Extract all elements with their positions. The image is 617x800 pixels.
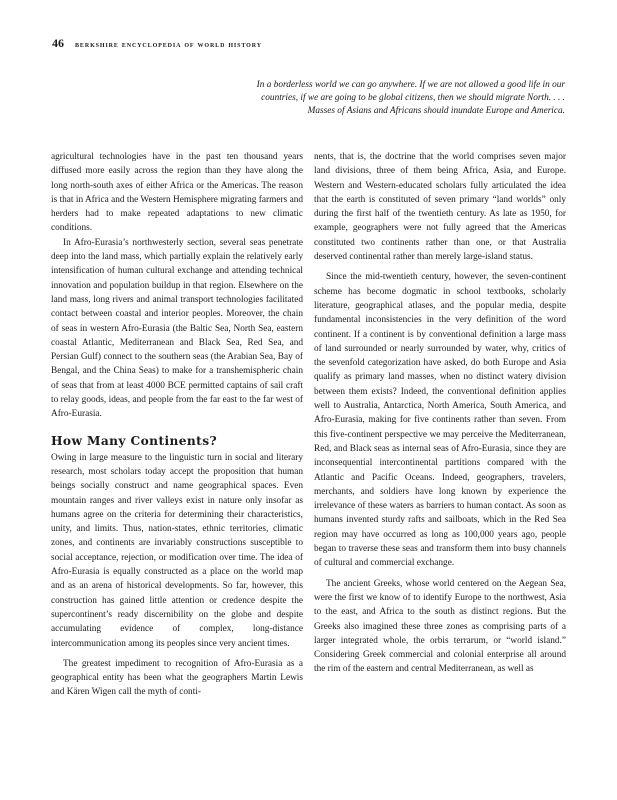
epigraph-line: countries, if we are going to be global citizens, then we should migrate North. . . .	[261, 93, 565, 104]
body-paragraph: nents, that is, the doctrine that the world comprises seven major land divisions, three of them being Africa, Asia, and Europe. Western and Western-educated scholars fully articulated the idea that the earth is constituted of seven primary “land worlds” only during the first half of the twentieth century. As late as 1950, for example, geographers were not fully agreed that the Americas constituted two continents rather than one, or that Australia deserved continental rather than merely large-island status.	[314, 152, 566, 263]
section-heading: How Many Continents?	[51, 433, 218, 448]
body-paragraph: Since the mid-twentieth century, however, the seven-continent scheme has become dogmatic in school textbooks, scholarly literature, geographical atlases, and the popular media, despite fundamental inconsistencies in the very definition of the word continent. If a continent is by conventional definition a large mass of land surrounded or nearly surrounded by water, why, critics of the sevenfold categorization have asked, do both Europe and Asia qualify as primary land masses, when no distinct watery division between them exists? Indeed, the conventional definition applies well to Australia, Antarctica, North America, South America, and Afro-Eurasia, making for five continents rather than seven. From this five-continent perspective we may perceive the Mediterranean, Red, and Black seas as internal seas of Afro-Eurasia, since they are inconsequential intercontinental partitions compared with the Atlantic and Pacific Oceans. Indeed, geographers, travelers, merchants, and soldiers have long known by experience the irrelevance of these waters as barriers to human contact. As soon as humans invented sturdy rafts and sailboats, which in the Red Sea region may have occurred as long as 100,000 years ago, people began to traverse these seas and transform them into busy channels of cultural and commercial exchange.	[314, 272, 566, 569]
epigraph-line: Masses of Asians and Africans should inundate Europe and America.	[307, 106, 565, 117]
publication-title: berkshire encyclopedia of world history	[75, 39, 263, 49]
right-text-column	[314, 150, 566, 677]
epigraph-quote	[195, 79, 565, 119]
epigraph-line: In a borderless world we can go anywhere. If we are not allowed a good life in our	[256, 80, 565, 90]
body-paragraph: The ancient Greeks, whose world centered on the Aegean Sea, were the first we know of to identify Europe to the northwest, Asia to the east, and Africa to the south as distinct regions. But the Greeks also imagined these three zones as comprising parts of a larger integrated whole, the orbis terrarum, or “world island.” Considering Greek commercial and colonial enterprise all around the rim of the eastern and central Mediterranean, as well as	[314, 578, 566, 675]
running-header	[52, 36, 262, 51]
page-number: 46	[52, 36, 64, 50]
body-paragraph: In Afro-Eurasia’s northwesterly section, several seas penetrate deep into the land mass, which partially explain the relatively early intensification of human cultural exchange and attending technical innovation and population buildup in that region. Elsewhere on the land mass, long rivers and animal transport technologies facilitated contact between coastal and interior peoples. Moreover, the chain of seas in western Afro-Eurasia (the Baltic Sea, North Sea, eastern coastal Atlantic, Mediterranean and Black Sea, Red Sea, and Persian Gulf) connect to the southern seas (the Arabian Sea, Bay of Bengal, and the China Seas) to make for a transhemispheric chain of seas that from at least 4000 BCE permitted captains of sail craft to relay goods, ideas, and people from the far east to the far west of Afro-Eurasia.	[51, 237, 303, 420]
body-paragraph: The greatest impediment to recognition of Afro-Eurasia as a geographical entity has been what the geographers Martin Lewis and Kären Wigen call the myth of conti-	[51, 658, 303, 698]
body-paragraph: agricultural technologies have in the past ten thousand years diffused more easily across the region than they have along the long north-south axes of either Africa or the Americas. The reason is that in Africa and the Western Hemisphere migrating farmers and herders had to make repeated adaptations to new climatic conditions.	[51, 152, 303, 234]
body-paragraph: Owing in large measure to the linguistic turn in social and literary research, most scholars today accept the proposition that human beings socially construct and name geographical spaces. Even mountain ranges and river valleys exist in nature only insofar as humans agree on the criteria for determining their characteristics, unity, and limits. Thus, nation-states, ethnic territories, climatic zones, and continents are invariably constructions susceptible to social acceptance, rejection, or modification over time. The idea of Afro-Eurasia is equally constructed as a place on the world map and as an arena of historical developments. So far, however, this construction has gained little attention or credence despite the supercontinent’s ready discernibility on the globe and despite accumulating evidence of complex, long-distance intercommunication among its peoples since very ancient times.	[51, 452, 303, 649]
left-text-column	[51, 150, 303, 700]
